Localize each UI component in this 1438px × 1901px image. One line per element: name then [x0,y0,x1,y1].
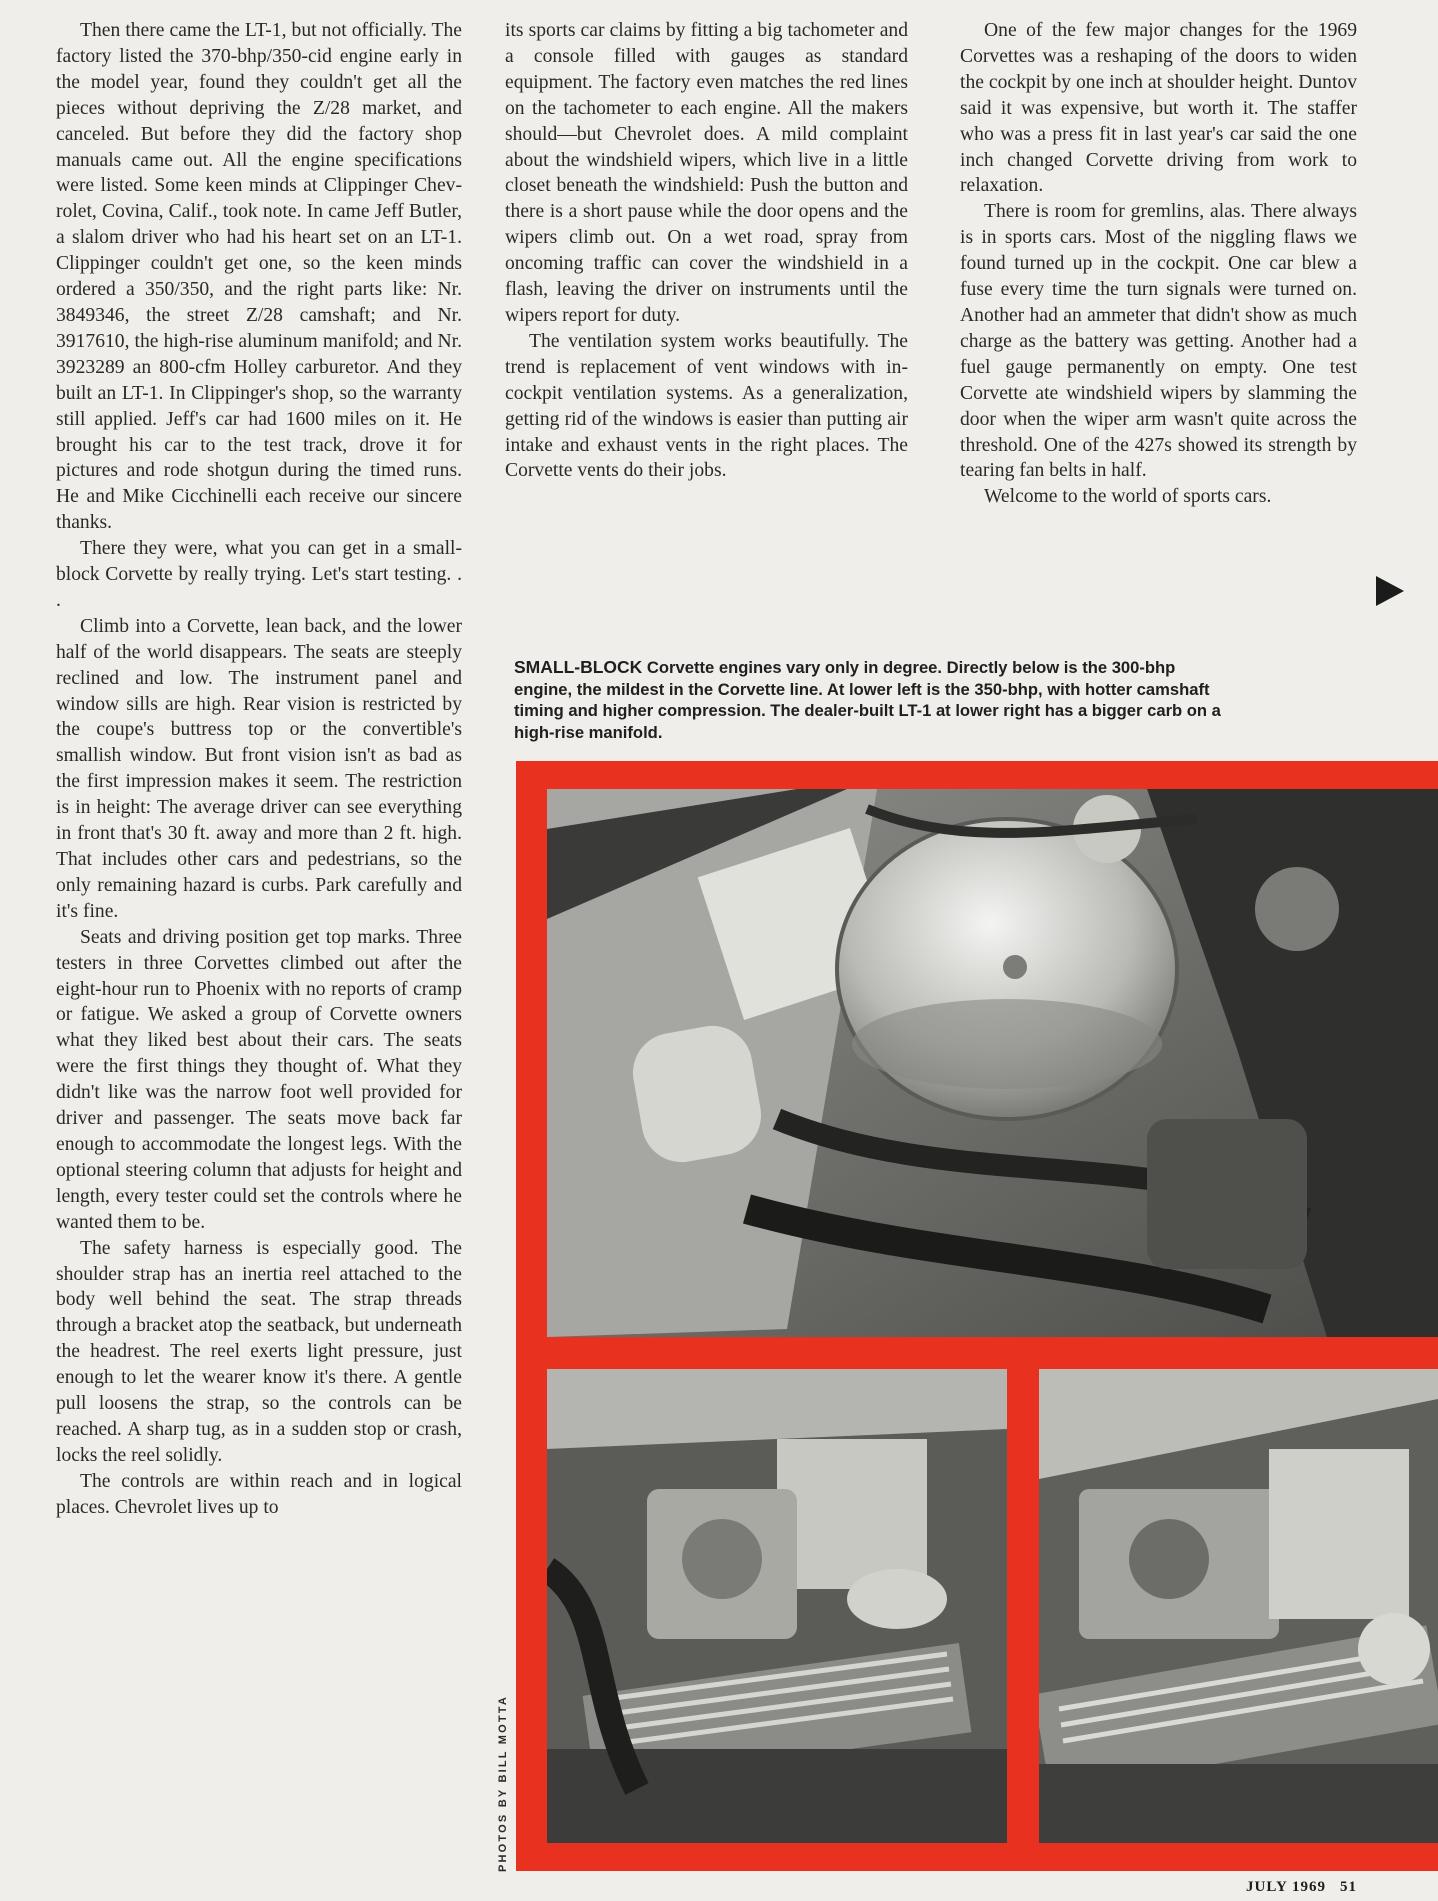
paragraph: Then there came the LT-1, but not officially. The factory listed the 370-bhp/350-cid engine early in the model year, found they couldn't get all the pieces without depriving the Z/28 market, and canceled. But before they did the factory shop manuals came out. All the engine specifications were listed. Some keen minds at Clippinger Chevrolet, Covina, Calif., took note. In came Jeff Butler, a slalom driver who had his heart set on an LT-1. Clippinger couldn't get one, so the keen minds ordered a 350/350, and the right parts like: Nr. 3849346, the street Z/28 camshaft; and Nr. 3917610, the high-rise aluminum manifold; and Nr. 3923289 an 800-cfm Holley carburetor. And they built an LT-1. In Clippinger's shop, so the warranty still applied. Jeff's car had 1600 miles on it. He brought his car to the test track, drove it for pictures and rode shotgun during the timed runs. He and Mike Cicchinelli each receive our sincere thanks. [56,20,462,534]
caption-text: Corvette engines vary only in degree. Directly below is the 300-bhp engine, the mildest in the Corvette line. At lower left is the 350-bhp, with hotter camshaft timing and higher compression. The dealer-built LT-1 at lower right has a bigger carb on a high-rise manifold. [514,658,1221,742]
engine-photo-300bhp [547,789,1438,1337]
page-folio [1246,1879,1357,1896]
text-column-1 [56,18,462,1521]
paragraph: Climb into a Corvette, lean back, and the lower half of the world disappears. The seats are steeply reclined and low. The instrument panel and window sills are high. Rear vision is restricted by the coupe's buttress top or the convertible's smallish window. But front vision isn't as bad as the first impression makes it seem. The restriction is in height: The average driver can see everything in front that's 30 ft. away and more than 2 ft. high. That includes other cars and pedestrians, so the only remaining hazard is curbs. Park carefully and it's fine. [56,615,462,922]
paragraph: Seats and driving position get top marks. Three testers in three Corvettes climbed out after the eight-hour run to Phoenix with no reports of cramp or fatigue. We asked a group of Corvette owners what they liked best about their cars. The seats were the first things they thought of. What they didn't like was the narrow foot well provided for driver and passenger. The seats move back far enough to accommodate the longest legs. With the optional steering column that adjusts for height and length, every tester could set the controls where he wanted them to be. [56,926,462,1233]
paragraph: its sports car claims by fitting a big tachometer and a console filled with gauges as standard equipment. The factory even matches the red lines on the tachometer to each engine. All the makers should—but Chevrolet does. A mild complaint about the windshield wipers, which live in a little closet beneath the windshield: Push the button and there is a short pause while the door opens and the wipers climb out. On a wet road, spray from oncoming traffic can cover the windshield in a flash, leaving the driver on instruments until the wipers report for duty. [505,20,908,326]
paragraph: The safety harness is especially good. The shoulder strap has an inertia reel attached to the body well behind the seat. The strap threads through a bracket atop the seatback, but underneath the headrest. The reel exerts light pressure, just enough to let the wearer know it's there. A gentle pull loosens the strap, so the controls can be reached. A sharp tug, as in a sudden stop or crash, locks the reel solidly. [56,1237,462,1466]
text-column-3 [960,18,1357,510]
photo-frame [516,761,1438,1871]
page-number: 51 [1340,1879,1357,1895]
paragraph: Welcome to the world of sports cars. [984,486,1272,508]
continue-arrow-icon [1376,576,1404,606]
paragraph: The controls are within reach and in logical places. Chevrolet lives up to [56,1470,462,1518]
engine-photo-350bhp [547,1369,1007,1843]
text-column-2 [505,18,908,484]
engine-photo-lt1 [1039,1369,1438,1843]
paragraph: There they were, what you can get in a small-block Corvette by really trying. Let's start testing. . . [56,538,462,611]
photo-credit: PHOTOS BY BILL MOTTA [497,1694,509,1872]
caption-lead: SMALL-BLOCK [514,657,643,677]
paragraph: One of the few major changes for the 1969 Corvettes was a reshaping of the doors to widen the cockpit by one inch at shoulder height. Duntov said it was expensive, but worth it. The staffer who was a press fit in last year's car said the one inch changed Corvette driving from work to relaxation. [960,20,1357,197]
photo-caption [514,657,1234,743]
paragraph: There is room for gremlins, alas. There always is in sports cars. Most of the niggling flaws we found turned up in the cockpit. One car blew a fuse every time the turn signals were turned on. Another had an ammeter that didn't show as much charge as the battery was getting. Another had a fuel gauge permanently on empty. One test Corvette ate windshield wipers by slamming the door when the wiper arm wasn't quite across the threshold. One of the 427s showed its strength by tearing fan belts in half. [960,201,1357,482]
issue-date: JULY 1969 [1246,1879,1326,1895]
paragraph: The ventilation system works beautifully. The trend is replacement of vent windows with in-cockpit ventilation systems. As a generalization, getting rid of the windows is easier than putting air intake and exhaust vents in the right places. The Corvette vents do their jobs. [505,330,908,482]
